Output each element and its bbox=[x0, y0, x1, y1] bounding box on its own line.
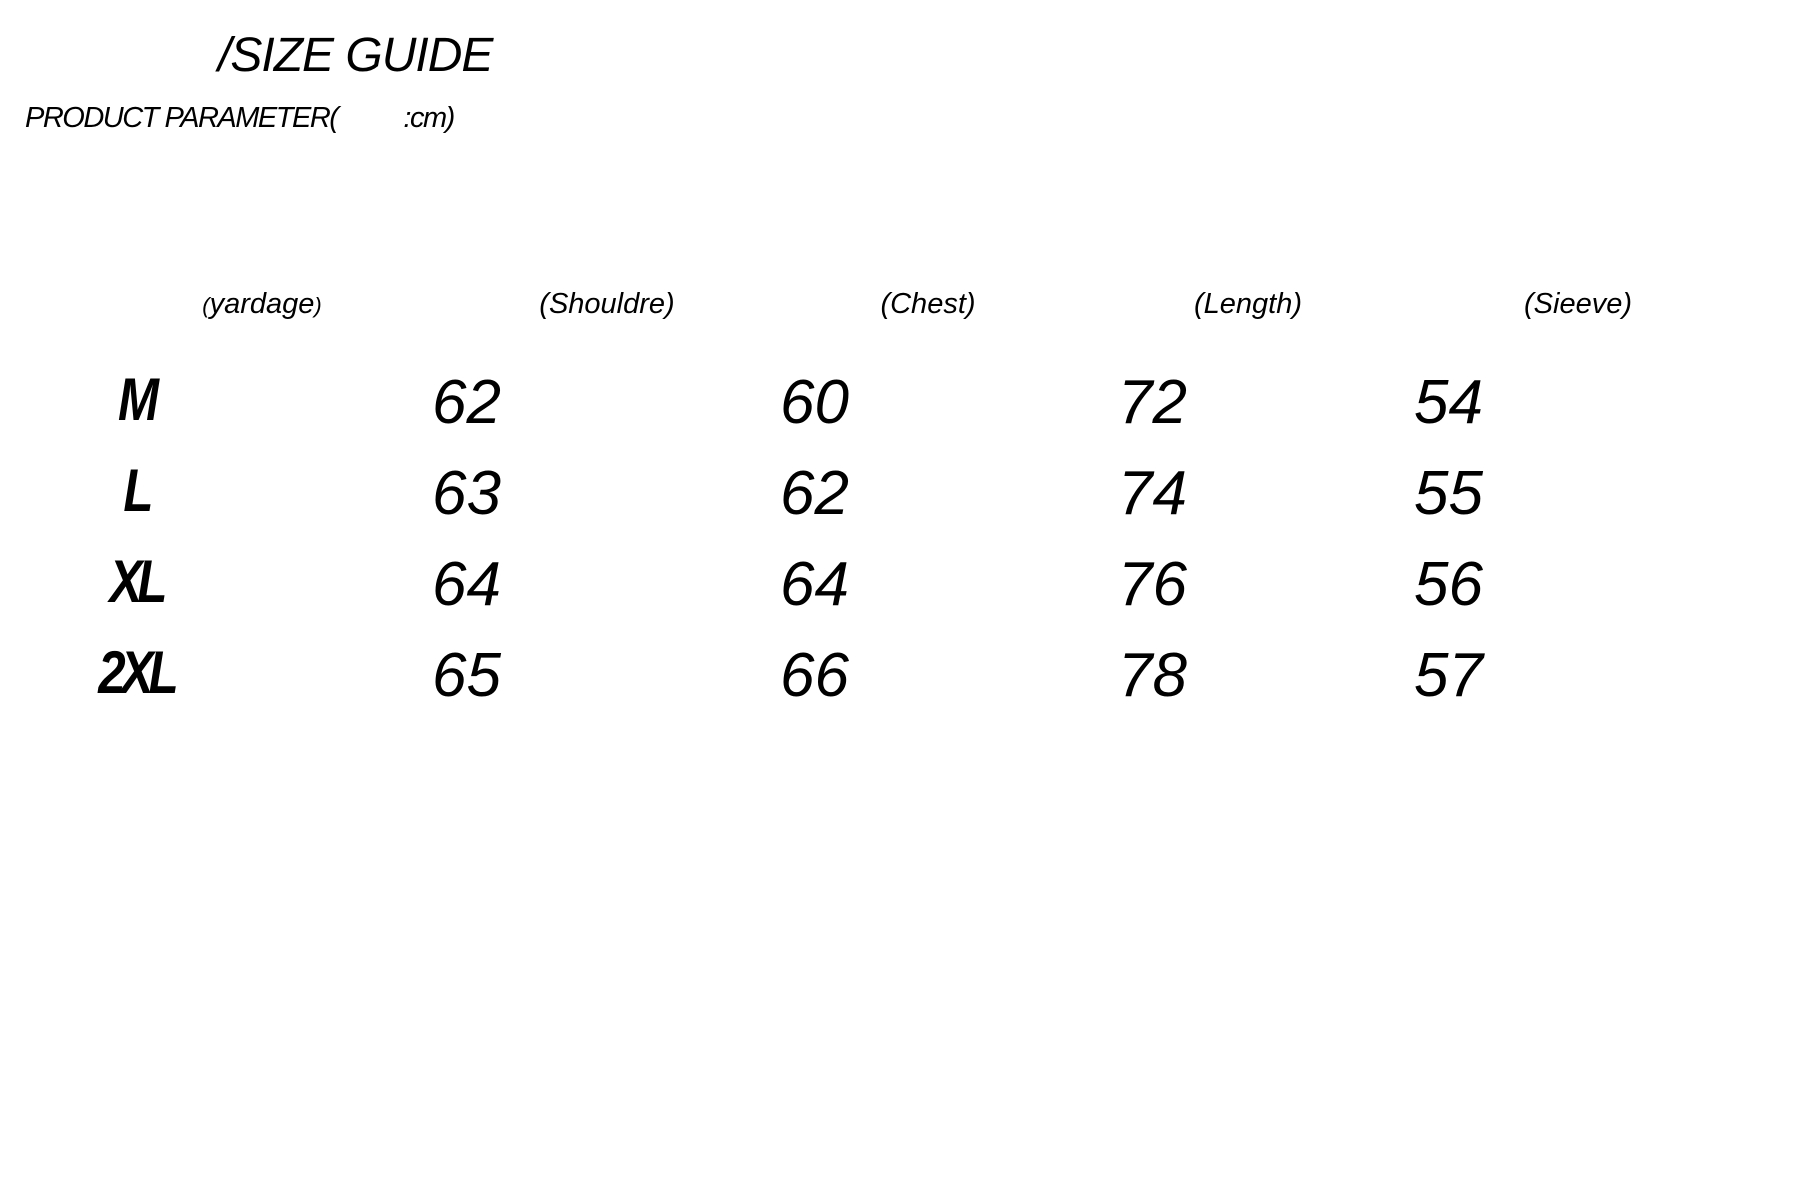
value-m-shoulder: 62 bbox=[432, 368, 501, 437]
size-label-m: M bbox=[117, 366, 155, 433]
value-l-length: 74 bbox=[1118, 459, 1187, 528]
value-l-chest: 62 bbox=[780, 459, 849, 528]
paren-open: ( bbox=[202, 293, 210, 318]
header-yardage-label: yardage bbox=[209, 288, 315, 320]
size-label-xl: XL bbox=[109, 548, 163, 615]
value-m-length: 72 bbox=[1118, 368, 1187, 437]
header-chest: (Chest) bbox=[880, 288, 976, 320]
value-l-sleeve: 55 bbox=[1414, 459, 1483, 528]
size-label-2xl: 2XL bbox=[98, 639, 174, 706]
header-yardage bbox=[202, 288, 321, 321]
value-2xl-shoulder: 65 bbox=[432, 641, 501, 710]
header-sleeve: (Sieeve) bbox=[1524, 288, 1632, 320]
value-xl-chest: 64 bbox=[780, 550, 849, 619]
value-2xl-length: 78 bbox=[1118, 641, 1187, 710]
header-length: (Length) bbox=[1193, 288, 1303, 320]
header-shoulder: (Shouldre) bbox=[539, 288, 675, 320]
value-xl-sleeve: 56 bbox=[1414, 550, 1483, 619]
size-guide-title: /SIZE GUIDE bbox=[218, 29, 493, 82]
value-2xl-chest: 66 bbox=[780, 641, 849, 710]
paren-close: ) bbox=[314, 293, 322, 318]
value-xl-length: 76 bbox=[1118, 550, 1187, 619]
size-label-l: L bbox=[123, 457, 149, 524]
subtitle-prefix: PRODUCT PARAMETER( bbox=[25, 102, 338, 134]
value-xl-shoulder: 64 bbox=[432, 550, 501, 619]
value-m-chest: 60 bbox=[780, 368, 849, 437]
subtitle-unit: :cm) bbox=[403, 102, 454, 134]
value-l-shoulder: 63 bbox=[432, 459, 501, 528]
value-m-sleeve: 54 bbox=[1414, 368, 1483, 437]
value-2xl-sleeve: 57 bbox=[1414, 641, 1483, 710]
